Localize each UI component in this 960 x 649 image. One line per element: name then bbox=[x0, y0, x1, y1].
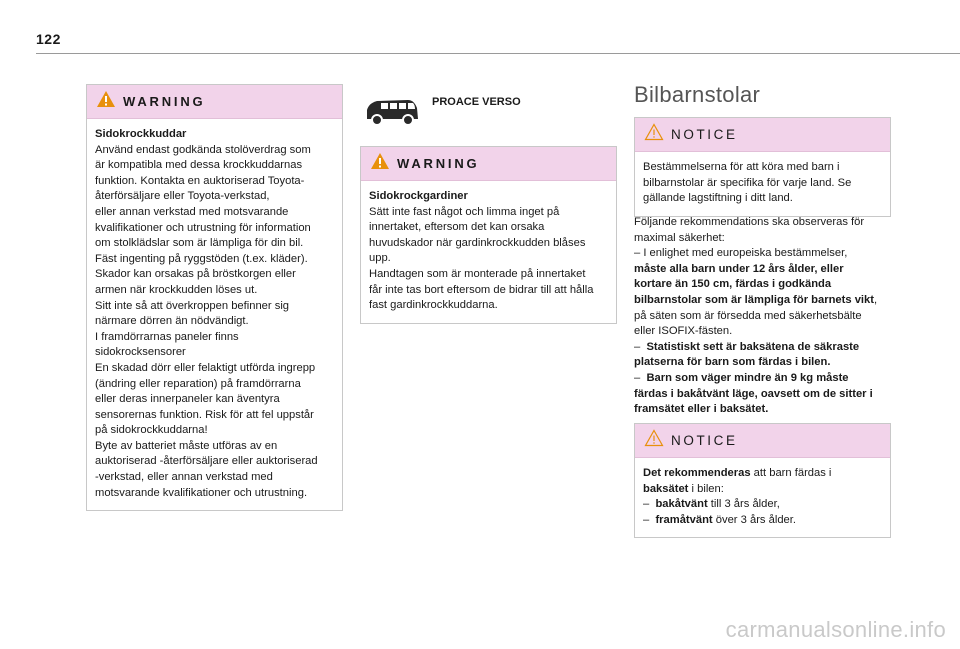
page-number: 122 bbox=[36, 31, 61, 47]
text-line: Använd endast godkända stolöverdrag som bbox=[95, 143, 311, 156]
middle-warning-body bbox=[361, 181, 616, 323]
text-line: sensorernas funktion. Risk för att fel uppstår bbox=[95, 408, 314, 421]
text-line: framsätet eller i baksätet. bbox=[634, 403, 769, 416]
text-line: närmare dörren än nödvändigt. bbox=[95, 315, 249, 328]
text-line: huvudskador när gardinkrockkudden blåses bbox=[369, 236, 586, 249]
warning-triangle-icon bbox=[370, 152, 390, 175]
left-warning-title: Sidokrockkuddar bbox=[95, 128, 187, 140]
text-span: bilbarnstolar som är lämpliga för barnets vikt bbox=[634, 293, 874, 306]
top-rule bbox=[36, 53, 960, 54]
middle-warning-title: Sidokrockgardiner bbox=[369, 190, 468, 202]
text-line: bilbarnstolar är specifika för varje land. Se bbox=[643, 176, 852, 189]
text-line: sidokrocksensorer bbox=[95, 346, 186, 359]
text-span: att barn färdas i bbox=[750, 467, 832, 479]
notice-body bbox=[635, 152, 890, 216]
text-line: auktoriserad -återförsäljare eller auktoriserad bbox=[95, 455, 318, 468]
text-span: bakåtvänt bbox=[655, 498, 708, 511]
recommendations-text bbox=[634, 215, 896, 418]
text-span: framåtvänt bbox=[655, 513, 713, 526]
left-warning-box bbox=[86, 84, 343, 511]
text-line: – I enlighet med europeiska bestämmelser, bbox=[634, 247, 848, 260]
warning-label: WARNING bbox=[397, 156, 480, 171]
text-line: kortare än 150 cm, färdas i godkända bbox=[634, 278, 832, 291]
warning-triangle-icon bbox=[96, 90, 116, 113]
text-line: på säten som är försedda med säkerhetsbälte bbox=[634, 309, 862, 322]
text-line: Fäst ingenting på ryggstöden (t.ex. kläder). bbox=[95, 252, 308, 265]
text-line: I framdörrarnas paneler finns bbox=[95, 330, 239, 343]
notice-triangle-icon bbox=[644, 429, 664, 452]
dash: – bbox=[634, 371, 647, 384]
text-span: i bilen: bbox=[688, 482, 724, 495]
watermark: carmanualsonline.info bbox=[725, 617, 946, 642]
text-line: Bestämmelserna för att köra med barn i bbox=[643, 161, 840, 173]
left-warning-header bbox=[87, 85, 342, 119]
text-line: måste alla barn under 12 års ålder, eller bbox=[634, 262, 844, 275]
text-span: Statistiskt sett är baksätena de säkraste bbox=[646, 340, 860, 353]
section-title: Bilbarnstolar bbox=[634, 82, 761, 107]
text-line: fast gardinkrockkuddarna. bbox=[369, 299, 498, 312]
text-line: är kompatibla med dessa krockkuddarnas bbox=[95, 159, 303, 172]
notice-header bbox=[635, 118, 890, 152]
text-line: gällande lagstiftning i ditt land. bbox=[643, 192, 793, 205]
text-line: eller deras innerpaneler kan äventyra bbox=[95, 393, 280, 406]
text-span: Barn som väger mindre än 9 kg måste bbox=[646, 371, 849, 384]
text-line: upp. bbox=[369, 252, 391, 265]
notice-header bbox=[635, 424, 890, 458]
text-line: färdas i bakåtvänt läge, oavsett om de sitter i bbox=[634, 387, 873, 400]
notice-label: NOTICE bbox=[671, 433, 738, 448]
dash: – bbox=[643, 513, 656, 526]
notice-body bbox=[635, 458, 890, 537]
text-line: kvalifikationer och utrustning för information bbox=[95, 221, 311, 234]
text-line: återförsäljare eller Toyota-verkstad, bbox=[95, 190, 270, 203]
text-line: Handtagen som är monterade på innertaket bbox=[369, 267, 586, 280]
left-warning-body bbox=[87, 119, 342, 510]
dash: – bbox=[643, 498, 656, 511]
text-span: Det rekommenderas bbox=[643, 467, 751, 479]
text-line: -verkstad, eller annan verkstad med bbox=[95, 471, 273, 484]
notice-box-1 bbox=[634, 117, 891, 217]
text-line: eller annan verkstad med motsvarande bbox=[95, 205, 289, 218]
notice-label: NOTICE bbox=[671, 127, 738, 142]
text-span: till 3 års ålder, bbox=[707, 498, 780, 511]
warning-label: WARNING bbox=[123, 94, 206, 109]
vehicle-label: PROACE VERSO bbox=[432, 96, 521, 108]
text-line: armen när krockkudden löses ut. bbox=[95, 283, 258, 296]
text-line: innertaket, eftersom det kan orsaka bbox=[369, 221, 545, 234]
text-line: om stolklädslar som är lämpliga för din bil. bbox=[95, 237, 304, 250]
text-line: Sätt inte fast något och limma inget på bbox=[369, 205, 560, 218]
text-span: , bbox=[873, 293, 878, 306]
text-line: Byte av batteriet måste utföras av en bbox=[95, 439, 278, 452]
van-icon bbox=[364, 96, 420, 133]
text-line: på sidokrockkuddarna! bbox=[95, 424, 208, 437]
dash: – bbox=[634, 340, 647, 353]
text-line: Skador kan orsakas på bröstkorgen eller bbox=[95, 268, 296, 281]
text-line: motsvarande kvalifikationer och utrustning. bbox=[95, 486, 308, 499]
notice-triangle-icon bbox=[644, 123, 664, 146]
text-line: får inte tas bort eftersom de bidrar till att hålla bbox=[369, 283, 594, 296]
text-line: Sitt inte så att överkroppen befinner sig bbox=[95, 299, 290, 312]
text-line: platserna för barn som färdas i bilen. bbox=[634, 356, 831, 369]
text-line: (ändring eller reparation) på framdörrarna bbox=[95, 377, 301, 390]
text-line: En skadad dörr eller felaktigt utförda ingrepp bbox=[95, 361, 316, 374]
text-line: Följande rekommendations ska observeras för bbox=[634, 216, 865, 228]
text-span: över 3 års ålder. bbox=[712, 513, 796, 526]
text-span: baksätet bbox=[643, 482, 689, 495]
text-line: funktion. Kontakta en auktoriserad Toyota- bbox=[95, 174, 305, 187]
text-line: maximal säkerhet: bbox=[634, 231, 725, 244]
notice-box-2 bbox=[634, 423, 891, 538]
text-line: eller ISOFIX-fästen. bbox=[634, 325, 733, 338]
middle-warning-header bbox=[361, 147, 616, 181]
middle-warning-box bbox=[360, 146, 617, 324]
